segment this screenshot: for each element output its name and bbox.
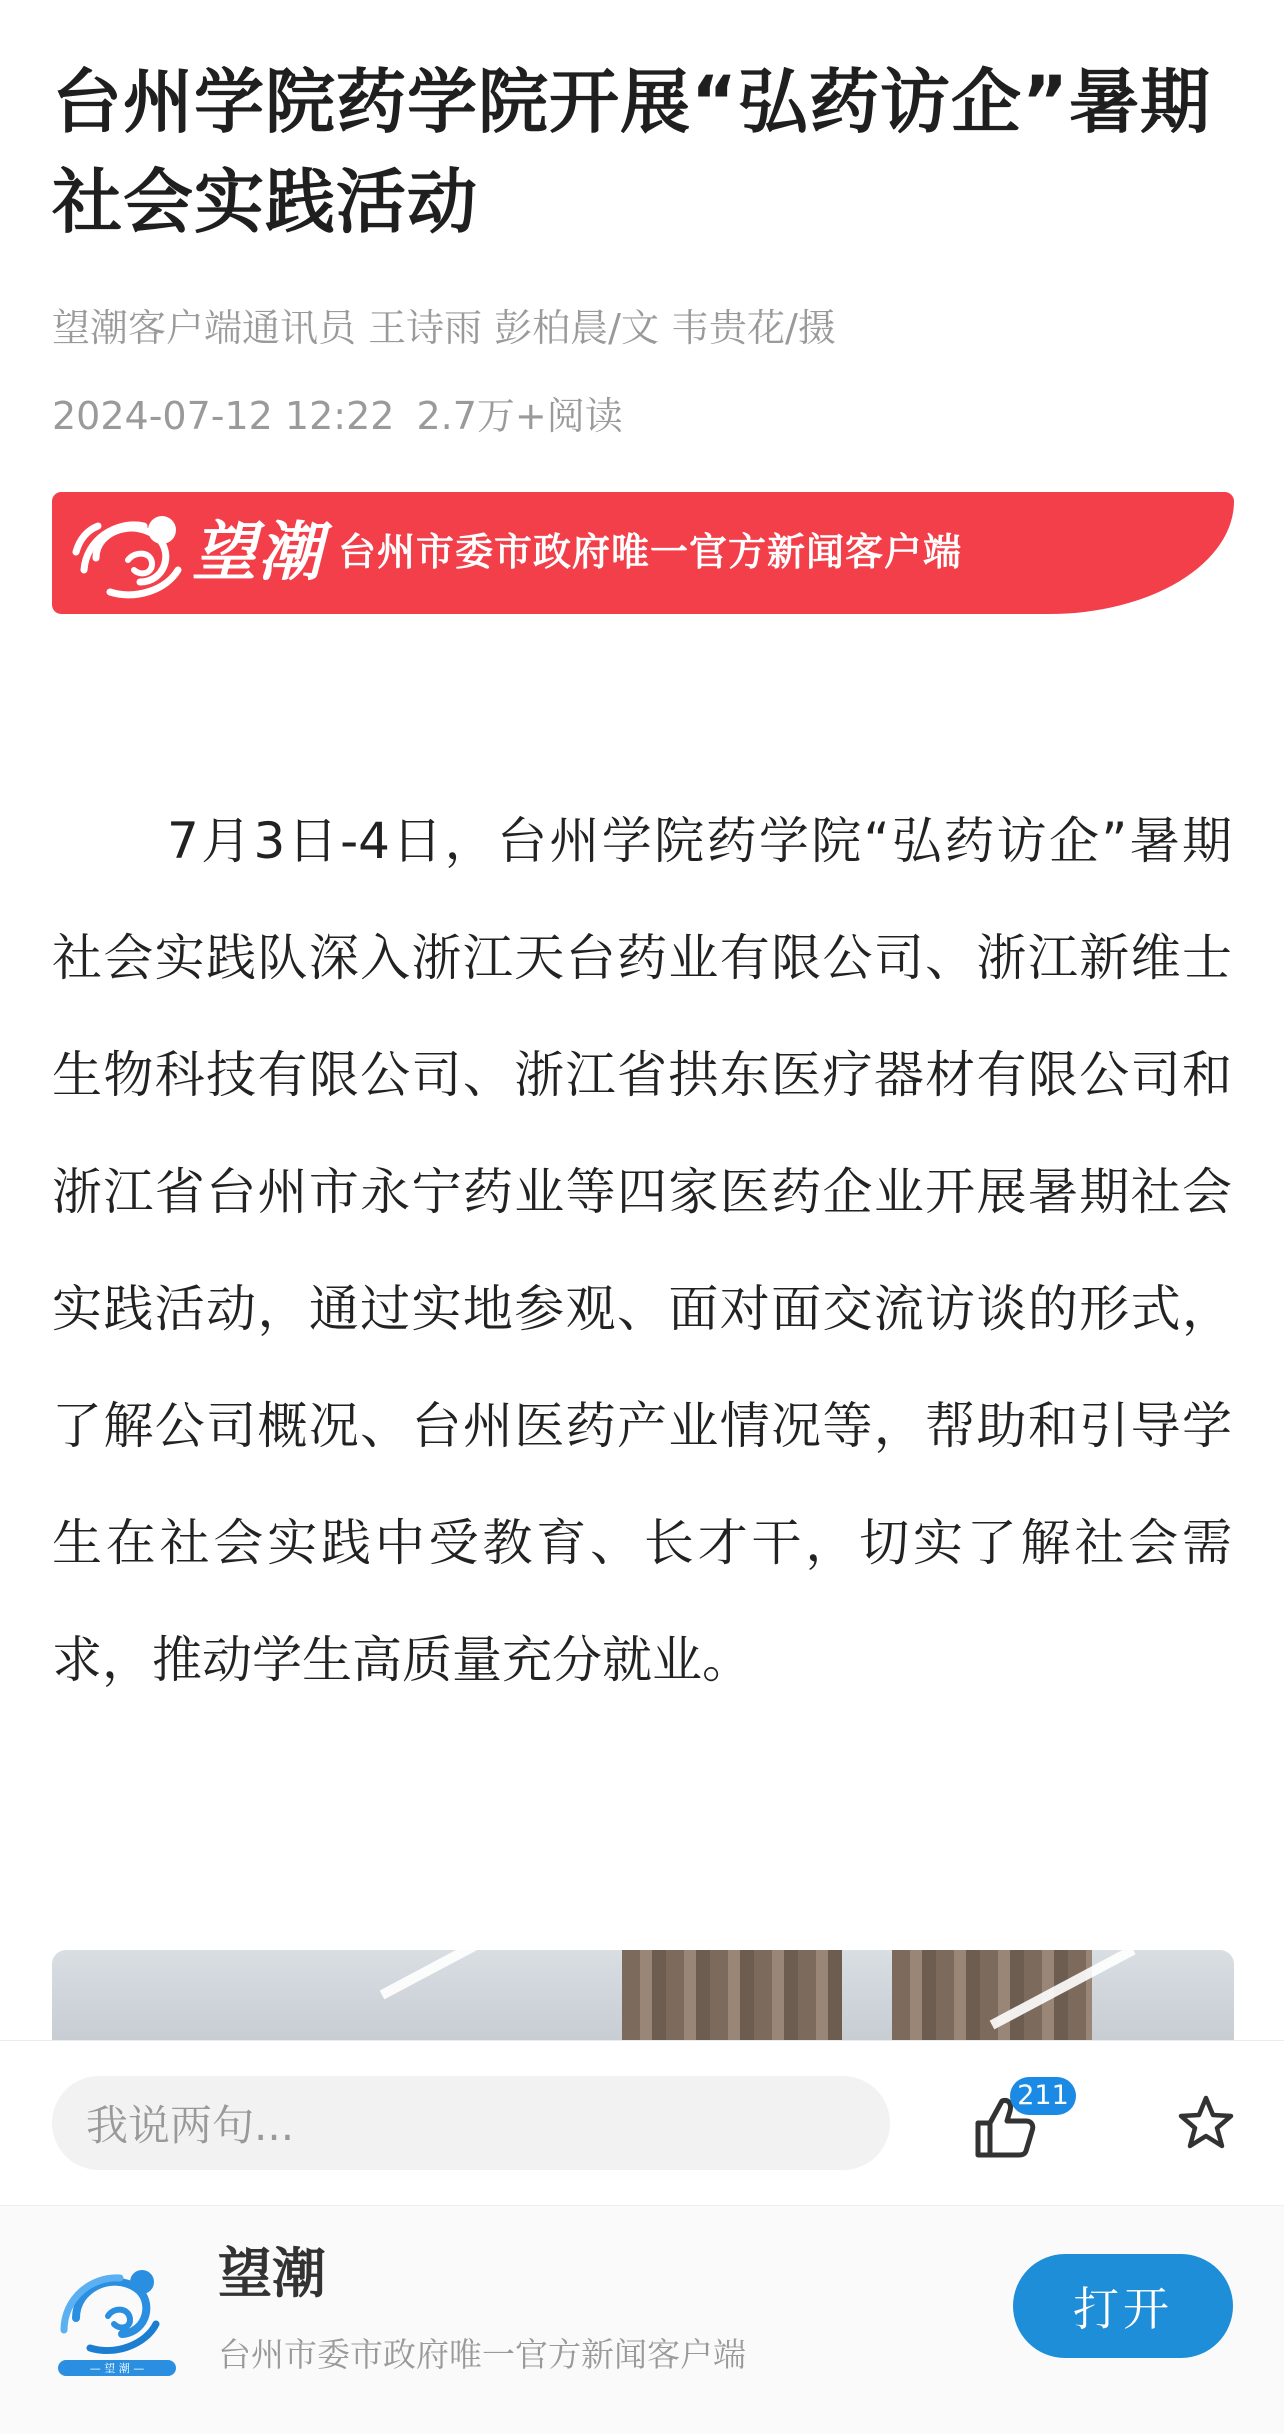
app-name: 望潮 bbox=[218, 2242, 326, 2305]
article-datetime: 2024-07-12 12:22 bbox=[52, 394, 395, 438]
article-author: 望潮客户端通讯员 王诗雨 彭柏晨/文 韦贵花/摄 bbox=[52, 306, 836, 350]
app-logo-icon bbox=[50, 2248, 184, 2382]
article-title: 台州学院药学院开展“弘药访企”暑期社会实践活动 bbox=[52, 61, 1212, 243]
comment-bar bbox=[0, 2040, 1284, 2206]
app-banner[interactable] bbox=[52, 492, 1234, 614]
app-logo-caption: — 望 潮 — bbox=[89, 2362, 145, 2375]
photo-curtain-left bbox=[622, 1950, 842, 2040]
article-body: 7月3日-4日，台州学院药学院“弘药访企”暑期社会实践队深入浙江天台药业有限公司、浙江新维士生物科技有限公司、浙江省拱东医疗器材有限公司和浙江省台州市永宁药业等四家医药企业开展暑期社会实践活动，通过实地参观、面对面交流访谈的形式，了解公司概况、台州医药产业情况等，帮助和引导学生在社会实践中受教育、长才干，切实了解社会需求，推动学生高质量充分就业。 bbox=[52, 812, 1232, 1689]
open-app-button[interactable]: 打开 bbox=[1013, 2254, 1233, 2358]
banner-slogan: 台州市委市政府唯一官方新闻客户端 bbox=[338, 530, 963, 574]
app-description: 台州市委市政府唯一官方新闻客户端 bbox=[218, 2335, 746, 2374]
article-read-count: 2.7万+阅读 bbox=[416, 394, 623, 438]
article-photo bbox=[52, 1950, 1234, 2040]
like-count-badge: 211 bbox=[1010, 2077, 1076, 2115]
article-meta bbox=[52, 388, 645, 444]
app-promo-bar bbox=[0, 2205, 1284, 2434]
star-icon[interactable] bbox=[1176, 2093, 1236, 2153]
photo-ceiling-light bbox=[380, 1950, 482, 1999]
comment-input[interactable]: 我说两句... bbox=[52, 2076, 890, 2170]
banner-logo-text: 望潮 bbox=[192, 515, 324, 590]
